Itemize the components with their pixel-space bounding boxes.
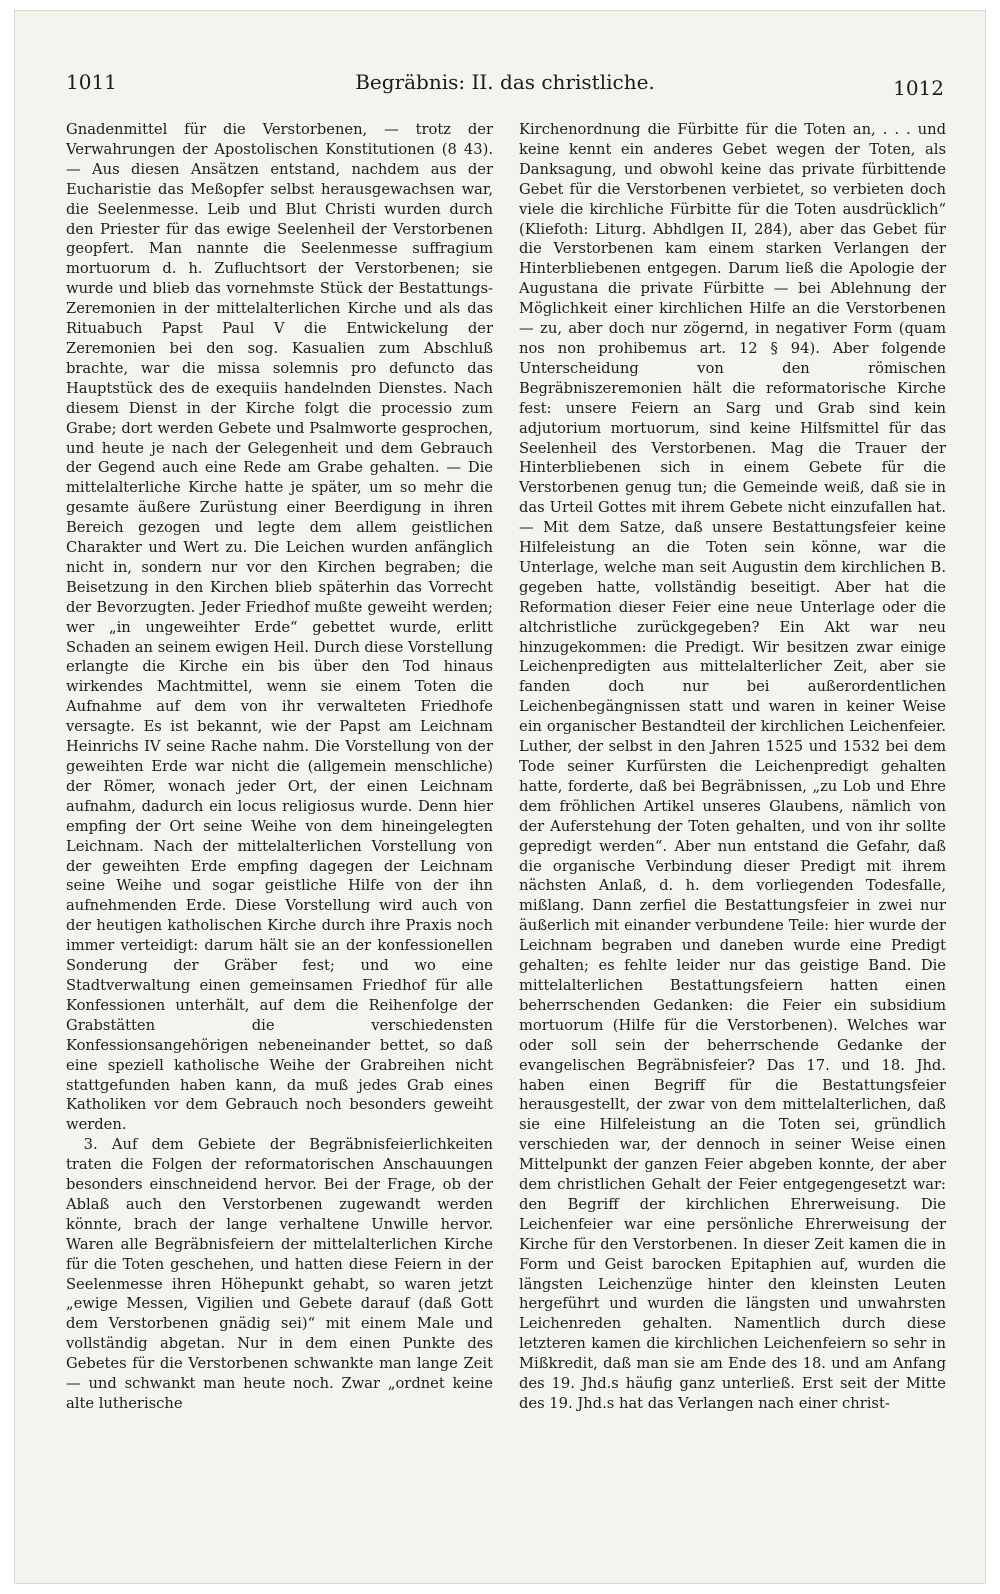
paragraph: Gnadenmittel für die Verstorbenen, — trotz der Verwahrungen der Apostolischen Konstitutionen (8 43). — Aus diesen Ansätzen entstand, nachdem aus der Eucharistie das Meßopfer selbst herausgewachsen war, die Seelenmesse. Leib und Blut Christi wurden durch den Priester für das ewige Seelenheil der Verstorbenen geopfert. Man nannte die Seelenmesse suffragium mortuorum d. h. Zufluchtsort der Verstorbenen; sie wurde und blieb das vornehmste Stück der Bestattungs-Zeremonien in der mittelalterlichen Kirche und als das Rituabuch Papst Paul V die Entwickelung der Zeremonien bei den sog. Kasualien zum Abschluß brachte, war die missa solemnis pro defuncto das Hauptstück des de exequiis handelnden Dienstes. Nach diesem Dienst in der Kirche folgt die processio zum Grabe; dort werden Gebete und Psalmworte gesprochen, und heute je nach der Gelegenheit und dem Gebrauch der Gegend auch eine Rede am Grabe gehalten. — Die mittelalterliche Kirche hatte je später, um so mehr die gesamte äußere Zurüstung einer Beerdigung in ihren Bereich gezogen und legte dem allem geistlichen Charakter und Wert zu. Die Leichen wurden anfänglich nicht in, sondern nur vor den Kirchen begraben; die Beisetzung in den Kirchen blieb späterhin das Vorrecht der Bevorzugten. Jeder Friedhof mußte geweiht werden; wer „in ungeweihter Erde“ gebettet wurde, erlitt Schaden an seinem ewigen Heil. Durch diese Vorstellung erlangte die Kirche ein bis über den Tod hinaus wirkendes Machtmittel, wenn sie einem Toten die Aufnahme auf dem von ihr verwalteten Friedhofe versagte. Es ist bekannt, wie der Papst am Leichnam Heinrichs IV seine Rache nahm. Die Vorstellung von der geweihten Erde war nicht die (allgemein menschliche) der Römer, wonach jeder Ort, der einen Leichnam aufnahm, dadurch ein locus religiosus wurde. Denn hier empfing der Ort seine Weihe von dem hineingelegten Leichnam. Nach der mittelalterlichen Vorstellung von der geweihten Erde empfing dagegen der Leichnam seine Weihe und sogar geistliche Hilfe von der ihn aufnehmenden Erde. Diese Vorstellung wird auch von der heutigen katholischen Kirche durch ihre Praxis noch immer verteidigt: darum hält sie an der konfessionellen Sonderung der Gräber fest; und wo eine Stadtverwaltung einen gemeinsamen Friedhof für alle Konfessionen unterhält, auf dem die Reihenfolge der Grabstätten die verschiedensten Konfessionsangehörigen nebeneinander bettet, so daß eine speziell katholische Weihe der Grabreihen nicht stattgefunden haben kann, da muß jedes Grab eines Katholiken vor dem Gebrauch noch besonders geweiht werden. bbox=[66, 121, 493, 1134]
column-right bbox=[519, 120, 946, 1556]
paragraph: 3. Auf dem Gebiete der Begräbnisfeierlichkeiten traten die Folgen der reformatorischen Anschauungen besonders einschneidend hervor. Bei der Frage, ob der Ablaß auch den Verstorbenen zugewandt werden könnte, brach der lange verhaltene Unwille hervor. Waren alle Begräbnisfeiern der mittelalterlichen Kirche für die Toten geschehen, und hatten diese Feiern in der Seelenmesse ihren Höhepunkt gehabt, so waren jetzt „ewige Messen, Vigilien und Gebete darauf (daß Gott dem Verstorbenen gnädig sei)“ mit einem Male und vollständig abgetan. Nur in dem einen Punkte des Gebetes für die Verstorbenen schwankte man lange Zeit — und schwankt man heute noch. Zwar „ordnet keine alte lutherische bbox=[66, 1136, 493, 1412]
column-left bbox=[66, 120, 493, 1556]
page-header bbox=[66, 62, 944, 102]
page-number-left: 1011 bbox=[66, 70, 117, 94]
text-columns bbox=[66, 120, 946, 1556]
paragraph: Kirchenordnung die Fürbitte für die Toten an, . . . und keine kennt ein anderes Gebet wegen der Toten, als Danksagung, und obwohl keine das private fürbittende Gebet für die Verstorbenen verbietet, so verbieten doch viele die kirchliche Fürbitte für die Toten ausdrücklich“ (Kliefoth: Liturg. Abhdlgen II, 284), aber das Gebet für die Verstorbenen kam einem starken Verlangen der Hinterbliebenen entgegen. Darum ließ die Apologie der Augustana die private Fürbitte — bei Ablehnung der Möglichkeit einer kirchlichen Hilfe an die Verstorbenen — zu, aber doch nur zögernd, in negativer Form (quam nos non prohibemus art. 12 § 94). Aber folgende Unterscheidung von den römischen Begräbniszeremonien hält die reformatorische Kirche fest: unsere Feiern an Sarg und Grab sind kein adjutorium mortuorum, sind keine Hilfsmittel für das Seelenheil des Verstorbenen. Mag die Trauer der Hinterbliebenen sich in einem Gebete für die Verstorbenen genug tun; die Gemeinde weiß, daß sie in das Urteil Gottes mit ihrem Gebete nicht einzufallen hat. — Mit dem Satze, daß unsere Bestattungsfeier keine Hilfeleistung an die Toten sein könne, war die Unterlage, welche man seit Augustin dem kirchlichen B. gegeben hatte, vollständig beseitigt. Aber hat die Reformation dieser Feier eine neue Unterlage oder die altchristliche zurückgegeben? Ein Akt war neu hinzugekommen: die Predigt. Wir besitzen zwar einige Leichenpredigten aus mittelalterlicher Zeit, aber sie fanden doch nur bei außerordentlichen Leichenbegängnissen statt und waren in keiner Weise ein organischer Bestandteil der kirchlichen Leichenfeier. Luther, der selbst in den Jahren 1525 und 1532 bei dem Tode seiner Kurfürsten die Leichenpredigt gehalten hatte, forderte, daß bei Begräbnissen, „zu Lob und Ehre dem fröhlichen Artikel unseres Glaubens, nämlich von der Auferstehung der Toten gehalten, und von ihr sollte gepredigt werden“. Aber nun entstand die Gefahr, daß die organische Verbindung dieser Predigt mit ihrem nächsten Anlaß, d. h. dem vorliegenden Todesfalle, mißlang. Dann zerfiel die Bestattungsfeier in zwei nur äußerlich mit einander verbundene Teile: hier wurde der Leichnam begraben und daneben wurde eine Predigt gehalten; es fehlte leider nur das geistige Band. Die mittelalterlichen Bestattungsfeiern hatten einen beherrschenden Gedanken: die Feier ein subsidium mortuorum (Hilfe für die Verstorbenen). Welches war oder soll sein der beherrschende Gedanke der evangelischen Begräbnisfeier? Das 17. und 18. Jhd. haben einen Begriff für die Bestattungsfeier herausgestellt, der zwar von dem mittelalterlichen, daß sie eine Hilfeleistung an die Toten sei, gründlich verschieden war, der dennoch in seiner Weise einen Mittelpunkt der ganzen Feier abgeben konnte, der aber dem christlichen Gehalt der Feier entgegengesetzt war: den Begriff der kirchlichen Ehrerweisung. Die Leichenfeier war eine persönliche Ehrerweisung der Kirche für den Verstorbenen. In dieser Zeit kamen die in Form und Geist barocken Epitaphien auf, wurden die längsten Leichenzüge hinter den kleinsten Leuten hergeführt und wurden die längsten und unwahrsten Leichenreden gehalten. Namentlich durch diese letzteren kamen die kirchlichen Leichenfeiern so sehr in Mißkredit, daß man sie am Ende des 18. und am Anfang des 19. Jhd.s häufig ganz unterließ. Erst seit der Mitte des 19. Jhd.s hat das Verlangen nach einer christ- bbox=[519, 121, 946, 1412]
page-number-right: 1012 bbox=[893, 76, 944, 100]
running-title: Begräbnis: II. das christliche. bbox=[355, 70, 655, 94]
